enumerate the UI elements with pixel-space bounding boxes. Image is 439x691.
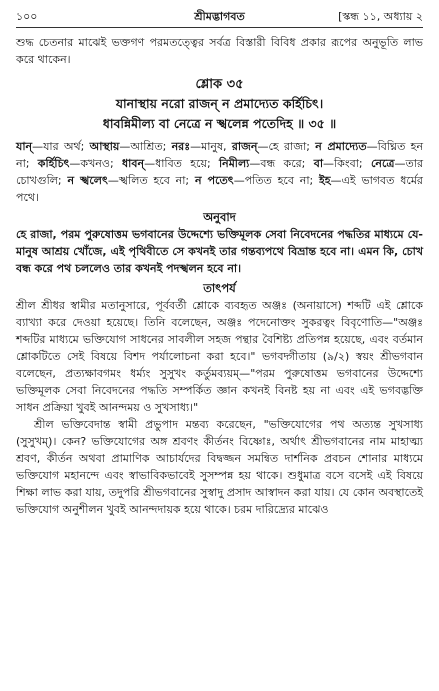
synonym-word: রাজন্ xyxy=(231,140,258,153)
purport-paragraph-2: শ্রীল ভক্তিবেদান্ত স্বামী প্রভুপাদ মন্তব্য করেছেন, "ভক্তিযোগের পথ অত্যন্ত সুখসাধ্য (সুসুখম্)। কেন? ভক্তিযোগের অঙ্গ শ্রবণং কীর্তনং বিষ্ণোঃ, অর্থাৎ শ্রীভগবানের নাম মাহাত্ম্য শ্রবণ, কীর্তন অথবা প্রামাণিক আচার্যদের বিদ্বজ্জন সমন্বিত দার্শনিক প্রবচন শোনার মাধ্যমে ভক্তিযোগ মহানন্দে এবং স্বাভাবিকভাবেই সুসম্পন্ন হয় থাকে। শুধুমাত্র বসে বসেই এই বিষয়ে শিক্ষা লাভ করা যায়, তদুপরি শ্রীভগবানের সুস্বাদু প্রসাদ আস্বাদন করা যায়। যে কোন অবস্থাতেই ভক্তিযোগ অনুশীলন খুবই আনন্দদায়ক হয়ে থাকে। চরম দারিদ্র্যের মাঝেও xyxy=(16,418,423,516)
page-header xyxy=(16,8,423,26)
synonym-word: ন পতেৎ xyxy=(194,174,234,187)
synonym-meaning: —বিঘ্নিত হন না; xyxy=(16,140,424,170)
synonyms xyxy=(16,138,423,206)
chapter-reference: [স্কন্ধ ১১, অধ্যায় ২ xyxy=(338,10,423,23)
synonym-meaning: —আশ্রিত; xyxy=(119,140,172,153)
book-title: শ্রীমদ্ভাগবত xyxy=(194,10,245,23)
synonym-word: ন প্রমাদ্যেত xyxy=(315,140,367,153)
purport-heading: তাৎপর্য xyxy=(203,281,236,295)
purport-paragraph-1: শ্রীল শ্রীধর স্বামীর মতানুসারে, পূর্ববর্তী শ্লোকে ব্যবহৃত অঞ্জঃ (অনায়াসে) শব্দটি এই শ্লোকে ব্যাখ্যা করে দেওয়া হয়েছে। তিনি বলেছেন, অঞ্জঃ পদেনোক্তং সুকরত্বং বিবৃণোতি—"অঞ্জঃ শব্দটির মাধ্যমে ভক্তিযোগ সাধনের সাবলীল সহজ পন্থার বৈশিষ্ট্য প্রতিপন্ন হয়েছে, এবং বর্তমান শ্লোকটিতে সেই বিষয়ে বিশদ পর্যালোচনা করা হবে।" ভগবদ্গীতায় (৯/২) স্বয়ং শ্রীভগবান বলেছেন, প্রত্যক্ষাবগমং ধর্ম্যং সুসুখং কর্তুমব্যয়ম্—"পরম পুরুষোত্তম ভগবানের উদ্দেশ্যে ভক্তিমূলক সেবা নিবেদনের পদ্ধতি সম্পর্কিত জ্ঞান কখনই বিনষ্ট হয় না এবং এই ভগবদ্ভক্তি সাধন প্রক্রিয়া খুবই আনন্দময় ও সুখসাধ্য।" xyxy=(16,299,423,414)
synonym-meaning: —তার চোখগুলি; xyxy=(16,157,423,187)
synonym-word: যান্ xyxy=(16,140,33,153)
synonym-word: ইহ xyxy=(319,174,331,187)
purport-body xyxy=(16,297,423,518)
synonym-meaning: —বন্ধ করে; xyxy=(249,157,314,170)
synonym-meaning: —যার অর্থ; xyxy=(32,140,90,153)
synonym-word: নেত্রে xyxy=(370,157,395,170)
synonym-meaning: —কিংবা; xyxy=(323,157,371,170)
synonym-meaning: —হে রাজা; xyxy=(257,140,316,153)
translation-paragraph: হে রাজা, পরম পুরুষোত্তম ভগবানের উদ্দেশ্যে ভক্তিমূলক সেবা নিবেদনের পদ্ধতির মাধ্যমে যে-মানুষ আশ্রয় খোঁজে, এই পৃথিবীতে সে কখনই তার গন্তব্যপথে বিভ্রান্ত হবে না। এমন কি, চোখ বন্ধ করে পথ চললেও তার কখনই পদস্খলন হবে না। xyxy=(16,228,423,275)
synonym-meaning: —পতিত হবে না; xyxy=(233,174,320,187)
verse-line-2: ধাবন্নিমীল্য বা নেত্রে ন স্খলেন্ন পতেদিহ ॥ ৩৫ ॥ xyxy=(102,116,337,131)
synonym-meaning: —মানুষ, xyxy=(190,140,232,153)
verse-title: শ্লোক ৩৫ xyxy=(195,77,244,92)
page-number: ১০০ xyxy=(16,10,38,23)
verse-line-1: যানাস্থায় নরো রাজন্ ন প্রমাদ্যেত কর্হিচিৎ। xyxy=(115,96,324,111)
synonym-word: বা xyxy=(313,157,324,170)
synonym-meaning: —ধাবিত হয়ে; xyxy=(144,157,219,170)
synonym-word: ধাবন্ xyxy=(122,157,145,170)
header-rule xyxy=(16,27,423,28)
synonym-word: ন স্খলেৎ xyxy=(67,174,108,187)
synonym-word: নিমীল্য xyxy=(218,157,250,170)
synonym-meaning: —এই ভাগবত ধর্মের পথে। xyxy=(16,174,423,204)
intro-paragraph: শুদ্ধ চেতনার মাঝেই ভক্তগণ পরমতত্ত্বের সর্বত্র বিস্তারী বিবিধ প্রকার রূপের অনুভূতি লাভ করে থাকেন। xyxy=(16,36,423,66)
synonym-meaning: —স্খলিত হবে না; xyxy=(107,174,195,187)
synonym-word: আস্থায় xyxy=(89,140,120,153)
synonym-meaning: —কখনও; xyxy=(69,157,123,170)
page-content xyxy=(16,34,423,518)
synonym-word: কর্হিচিৎ xyxy=(37,157,70,170)
synonym-word: নরঃ xyxy=(171,140,191,153)
translation-heading: অনুবাদ xyxy=(203,210,236,224)
